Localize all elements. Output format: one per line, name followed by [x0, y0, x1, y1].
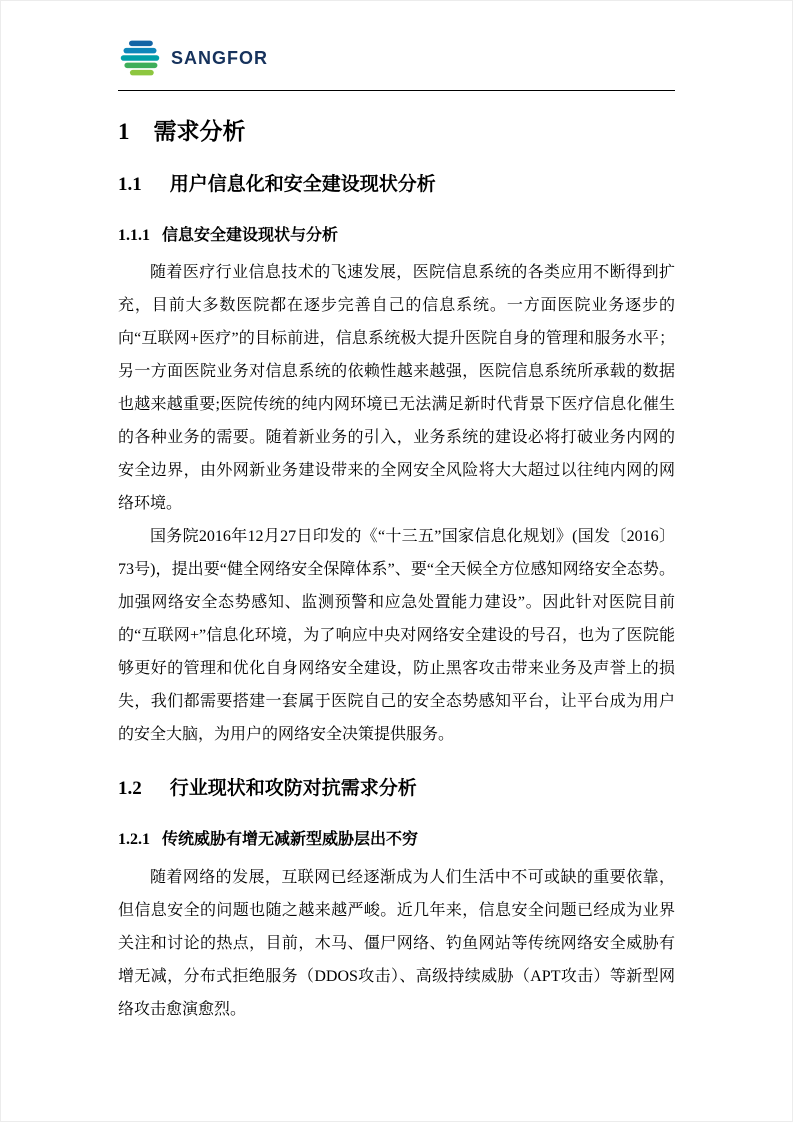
- heading-1-1-1-number: 1.1.1: [118, 226, 150, 244]
- header-divider: [118, 90, 675, 91]
- heading-1-1-title: 用户信息化和安全建设现状分析: [169, 173, 436, 195]
- heading-1-2-1-number: 1.2.1: [118, 831, 150, 849]
- heading-1-2-title: 行业现状和攻防对抗需求分析: [169, 778, 417, 800]
- sangfor-logo: [118, 36, 675, 80]
- heading-1-2-1-threats: [118, 830, 675, 851]
- sangfor-globe-icon: [118, 36, 162, 80]
- heading-1-2-industry-status: [118, 777, 675, 802]
- heading-1-2-1-title: 传统威胁有增无减新型威胁层出不穷: [162, 831, 419, 849]
- paragraph-hospital-it-development: 随着医疗行业信息技术的飞速发展，医院信息系统的各类应用不断得到扩充，目前大多数医院都在逐步完善自己的信息系统。一方面医院业务逐步的向“互联网+医疗”的目标前进，信息系统极大提升医院自身的管理和服务水平；另一方面医院业务对信息系统的依赖性越来越强，医院信息系统所承载的数据也越来越重要;医院传统的纯内网环境已无法满足新时代背景下医疗信息化催生的各种业务的需要。随着新业务的引入，业务系统的建设必将打破业务内网的安全边界，由外网新业务建设带来的全网安全风险将大大超过以往纯内网的网络环境。: [118, 264, 675, 513]
- sangfor-logo-text: SANGFOR: [171, 47, 268, 68]
- heading-1-1-current-status: [118, 173, 675, 198]
- document-body: [118, 117, 675, 1026]
- heading-1-number: 1: [118, 119, 130, 144]
- heading-1-1-1-title: 信息安全建设现状与分析: [162, 226, 339, 244]
- paragraph-internet-security-threats: 随着网络的发展，互联网已经逐渐成为人们生活中不可或缺的重要依靠，但信息安全的问题也随之越来越严峻。近几年来，信息安全问题已经成为业界关注和讨论的热点，目前，木马、僵尸网络、钓鱼网站等传统网络安全威胁有增无减，分布式拒绝服务（DDOS攻击）、高级持续威胁（APT攻击）等新型网络攻击愈演愈烈。: [118, 868, 675, 1018]
- heading-1-2-number: 1.2: [118, 778, 142, 800]
- paragraph-state-council-plan: 国务院2016年12月27日印发的《“十三五”国家信息化规划》(国发〔2016〕73号)，提出要“健全网络安全保障体系”、要“全天候全方位感知网络安全态势。加强网络安全态势感知、监测预警和应急处置能力建设”。因此针对医院目前的“互联网+”信息化环境，为了响应中央对网络安全建设的号召，也为了医院能够更好的管理和优化自身网络安全建设，防止黑客攻击带来业务及声誉上的损失，我们都需要搭建一套属于医院自己的安全态势感知平台，让平台成为用户的安全大脑，为用户的网络安全决策提供服务。: [118, 528, 675, 744]
- heading-1-1-number: 1.1: [118, 173, 142, 195]
- document-header: [118, 36, 675, 91]
- heading-1-1-1-infosec-status: [118, 226, 675, 247]
- heading-1-title: 需求分析: [153, 119, 246, 144]
- heading-1-requirement-analysis: [118, 117, 675, 147]
